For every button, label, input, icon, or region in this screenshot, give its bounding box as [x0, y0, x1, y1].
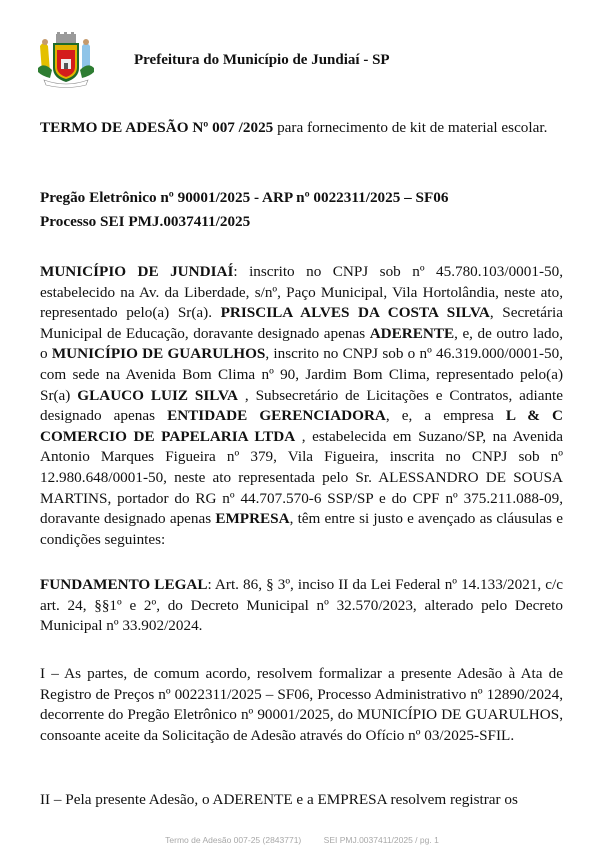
document-title: TERMO DE ADESÃO Nº 007 /2025: [40, 119, 274, 136]
reference-block: [40, 186, 563, 234]
footer-page-reference: SEI PMJ.0037411/2025 / pg. 1: [323, 835, 439, 845]
party-name: L & C COMERCIO DE PAPELARIA LTDA: [40, 407, 563, 445]
legal-basis-label: FUNDAMENTO LEGAL: [40, 576, 208, 593]
party-name: ENTIDADE GERENCIADORA: [167, 407, 386, 425]
party-text: : inscrito no CNPJ sob nº 45.780.103/0001-50, estabelecido na Av. da Liberdade, s/nº, Paço Municipal, Vila Hortolândia, neste ato, representado pelo(a) Sr(a).: [40, 263, 563, 322]
party-name: MUNICÍPIO DE GUARULHOS: [51, 345, 266, 363]
footer-document-reference: Termo de Adesão 007-25 (2843771): [165, 835, 302, 845]
clause-1: I – As partes, de comum acordo, resolvem formalizar a presente Adesão à Ata de Registro de Preços nº 0022311/2025 – SF06, Processo Administrativo nº 12890/2024, decorrente do Pregão Eletrônico nº 90001/2025, do MUNICÍPIO DE GUARULHOS, consoante aceite da Solicitação de Adesão através do Ofício nº 03/2025-SFIL.: [40, 665, 563, 744]
party-text: , Secretária Municipal de Educação, doravante designado apenas: [40, 304, 563, 342]
party-text: , estabelecida em Suzano/SP, na Avenida Antonio Marques Figueira nº 379, Vila Figueira, inscrita no CNPJ sob nº 12.980.648/0001-50, neste ato representada pelo Sr. ALESSANDRO DE SOUSA MARTINS, portador do RG nº 44.707.570-6 SSP/SP e do CPF nº 375.211.088-09, doravante designado apenas: [40, 427, 563, 528]
party-text: , e, a empresa: [385, 407, 506, 425]
clause-2: II – Pela presente Adesão, o ADERENTE e a EMPRESA resolvem registrar os: [40, 791, 518, 808]
party-text: , Subsecretário de Licitações e Contratos, adiante designado apenas: [40, 386, 563, 425]
page-footer: [0, 835, 604, 845]
party-text: , inscrito no CNPJ sob o nº 46.319.000/0001-50, com sede na Avenida Bom Clima nº 90, Jardim Bom Clima, representado pelo(a) Sr(a): [40, 345, 564, 404]
party-name: ADERENTE: [369, 324, 455, 342]
document-title-description: para fornecimento de kit de material escolar.: [273, 119, 548, 136]
document-title-paragraph: [40, 118, 563, 139]
legal-basis-text: : Art. 86, § 3º, inciso II da Lei Federal nº 14.133/2021, c/c art. 24, §§1º e 2º, do Decreto Municipal nº 32.570/2023, alterado pelo Decreto Municipal nº 33.902/2024.: [40, 576, 563, 635]
pregao-reference: Pregão Eletrônico nº 90001/2025 - ARP nº 0022311/2025 – SF06: [40, 189, 449, 206]
processo-reference: Processo SEI PMJ.0037411/2025: [40, 213, 251, 230]
legal-basis-paragraph: [40, 575, 563, 637]
party-text: , têm entre si justo e avençado as cláusulas e condições seguintes:: [40, 510, 564, 548]
party-name: MUNICÍPIO DE JUNDIAÍ: [40, 263, 234, 280]
header-title: Prefeitura do Município de Jundiaí - SP: [134, 52, 390, 68]
municipal-coat-of-arms-icon: [36, 32, 96, 90]
party-name: PRISCILA ALVES DA COSTA SILVA: [220, 304, 490, 322]
parties-paragraph: [40, 262, 563, 550]
party-name: GLAUCO LUIZ SILVA: [77, 386, 238, 404]
party-name: EMPRESA: [215, 510, 290, 528]
document-header: [36, 32, 596, 92]
party-text: , e, de outro lado, o: [40, 324, 563, 363]
